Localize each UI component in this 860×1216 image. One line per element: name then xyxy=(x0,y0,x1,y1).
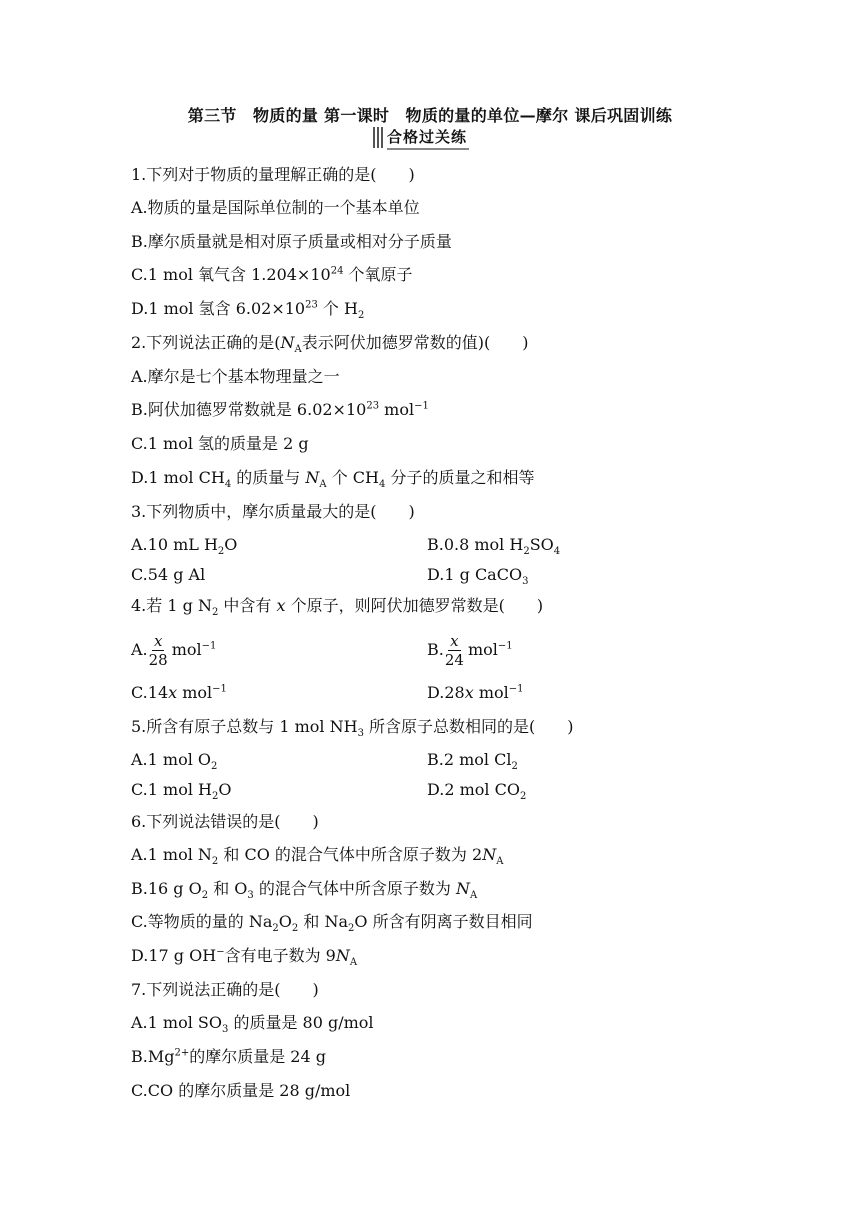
question-7-option-a: A.1 mol $SO_3$ 的质量是 80 g/mol xyxy=(131,1013,374,1036)
question-2-option-a: A.摩尔是七个基本物理量之一 xyxy=(131,367,340,386)
question-6-option-a: A.1 mol $N_2$ 和 CO 的混合气体中所含原子数为 $2N_A$ xyxy=(131,845,504,868)
question-3-option-c: C.54 g Al xyxy=(131,565,206,584)
section-tag xyxy=(373,126,469,149)
fraction: $\frac{x}{24}$ xyxy=(444,632,464,669)
question-1-option-b: B.摩尔质量就是相对原子质量或相对分子质量 xyxy=(131,232,452,251)
question-4-option-c: C.14x mol$^{-1}$ xyxy=(131,683,227,702)
section-tag-label: 合格过关练 xyxy=(387,126,469,150)
question-4-option-d: D.28x mol$^{-1}$ xyxy=(427,683,524,702)
question-5-option-a: A.1 mol $O_2$ xyxy=(131,750,218,773)
question-4-option-b: B. $\frac{x}{24}$ mol$^{-1}$ xyxy=(427,632,513,669)
question-4-stem: 4.若 1 g $N_2$ 中含有 x 个原子，则阿伏加德罗常数是( ) xyxy=(131,596,544,619)
question-3-option-d: D.1 g CaCO$_3$ xyxy=(427,565,529,588)
question-6-option-b: B.16 g $O_2$ 和 $O_3$ 的混合气体中所含原子数为 $N_A$ xyxy=(131,879,478,902)
question-7-option-b: $B.Mg^{2+}$的摩尔质量是 24 g xyxy=(131,1047,326,1066)
question-4-option-a: A. $\frac{x}{28}$ mol$^{-1}$ xyxy=(131,632,217,669)
question-6-option-d: D.17 g OH−含有电子数为 $9N_A$ xyxy=(131,946,358,969)
tag-bars-icon xyxy=(373,127,383,148)
question-5-stem: 5.所含有原子总数与 1 mol $NH_3$ 所含原子总数相同的是( ) xyxy=(131,717,574,740)
page-title: 第三节 物质的量 第一课时 物质的量的单位—摩尔 课后巩固训练 xyxy=(187,106,673,125)
question-2-option-c: C.1 mol 氢的质量是 2 g xyxy=(131,434,309,453)
question-3-option-b: B.0.8 mol $H_2SO_4$ xyxy=(427,535,561,558)
question-2-option-d: D.1 mol $CH_4$ 的质量与 $N_A$ 个 $CH_4$ 分子的质量之和相等 xyxy=(131,468,535,491)
question-1-stem: 1.下列对于物质的量理解正确的是( ) xyxy=(131,165,415,184)
question-2-stem: 2.下列说法正确的是($N_A$表示阿伏加德罗常数的值)( ) xyxy=(131,333,529,356)
question-7-stem: 7.下列说法正确的是( ) xyxy=(131,980,319,999)
question-5-option-d: D.2 mol $CO_2$ xyxy=(427,780,527,803)
question-1-option-a: A.物质的量是国际单位制的一个基本单位 xyxy=(131,198,420,217)
question-1-option-c: C.1 mol 氧气含 $1.204\times 10^{24}$ 个氧原子 xyxy=(131,265,413,284)
question-5-option-c: C.1 mol $H_2O$ xyxy=(131,780,232,803)
question-1-option-d: D.1 mol 氢含 $6.02\times 10^{23}$ 个 $H_2$ xyxy=(131,299,365,322)
question-3-stem: 3.下列物质中，摩尔质量最大的是( ) xyxy=(131,502,415,521)
question-2-option-b: B.阿伏加德罗常数就是 $6.02\times 10^{23}$ mol$^{-1}$ xyxy=(131,400,429,419)
question-7-option-c: C.CO 的摩尔质量是 28 g/mol xyxy=(131,1081,351,1100)
question-5-option-b: B.2 mol $Cl_2$ xyxy=(427,750,518,773)
question-6-option-c: C.等物质的量的 $Na_2O_2$ 和 $Na_2O$ 所含有阴离子数目相同 xyxy=(131,912,533,935)
question-6-stem: 6.下列说法错误的是( ) xyxy=(131,812,319,831)
fraction: $\frac{x}{28}$ xyxy=(148,632,168,669)
question-3-option-a: A.10 mL $H_2O$ xyxy=(131,535,238,558)
